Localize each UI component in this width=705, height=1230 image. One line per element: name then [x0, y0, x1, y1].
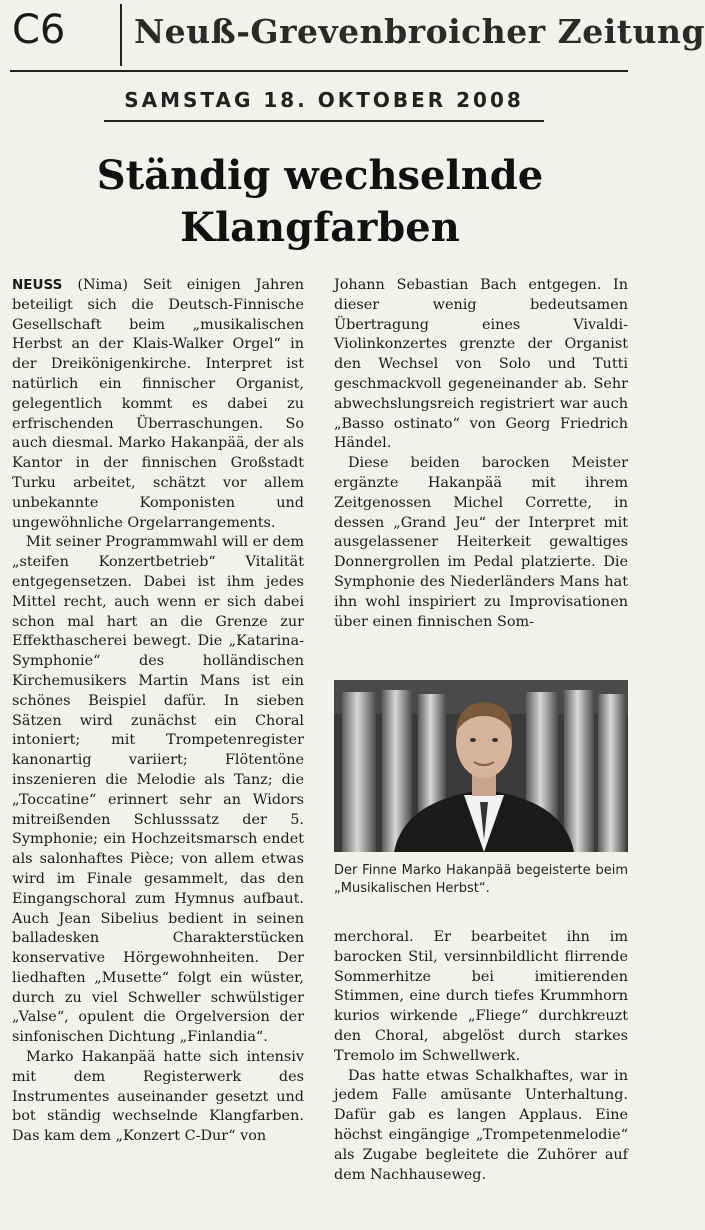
issue-date: SAMSTAG 18. OKTOBER 2008	[104, 80, 544, 122]
article-paragraph: Mit seiner Programmwahl will er dem „steifen Konzertbetrieb“ Vitalität entgegensetzen. Dabei ist ihm jedes Mittel recht, auch wenn er sich dabei schon mal hart an die Grenze zur Effekthascherei bewegt. Die „Katarina-Symphonie“ des holländischen Kirchemusikers Martin Mans ist ein schönes Beispiel dafür. In sieben Sätzen wird zunächst ein Choral intoniert; mit Trompetenregister kanonartig variiert; Flötentöne inszenieren die Melodie als Tanz; die „Toccatine“ erinnert sehr an Widors mitreißenden Schlusssatz der 5. Symphonie; ein Hochzeitsmarsch endet als salonhaftes Pièce; von allem etwas wird im Finale gesammelt, das den Eingangschoral zum Hymnus aufbaut. Auch Jean Sibelius bedient in seinen balladesken Charakterstücken konservative Hörgewohnheiten. Der liedhaften „Musette“ folgt ein wüster, durch zu viel Schweller schwülstiger „Valse“, opulent die Orgelversion der sinfonischen Dichtung „Finlandia“.	[12, 534, 305, 1046]
article-paragraph	[12, 276, 304, 533]
masthead-divider	[120, 4, 122, 66]
article-paragraph-text: (Nima) Seit einigen Jahren beteiligt sich die Deutsch-Finnische Gesellschaft beim „musikalischen Herbst an der Klais-Walker Orgel“ in der Dreikönigenkirche. Interpret ist natürlich ein finnischer Organist, gelegentlich kommt es dabei zu erfrischenden Überraschungen. So auch diesmal. Marko Hakanpää, der als Kantor in der finnischen Großstadt Turku arbeitet, schätzt vor allem unbekannte Komponisten und ungewöhnliche Orgelarrangements.	[12, 277, 304, 531]
article-column-right-top	[334, 276, 628, 632]
article-headline: Ständig wechselnde Klangfarben	[96, 152, 544, 251]
article-paragraph: Das hatte etwas Schalkhaftes, war in jedem Falle amüsante Unterhaltung. Dafür gab es langen Applaus. Eine höchst eingängige „Trompetenmelodie“ als Zugabe begleitete die Zuhörer auf dem Nachhauseweg.	[334, 1067, 628, 1183]
masthead	[0, 0, 705, 72]
article-dateline: NEUSS	[12, 277, 63, 293]
article-paragraph: Marko Hakanpää hatte sich intensiv mit dem Registerwerk des Instrumentes auseinander gesetzt und bot ständig wechselnde Klangfarben. Das kam dem „Konzert C-Dur“ von	[12, 1049, 304, 1145]
article-paragraph: Diese beiden barocken Meister ergänzte Hakanpää mit ihrem Zeitgenossen Michel Corrette, in dessen „Grand Jeu“ der Interpret mit ausgelassener Heiterkeit gewaltiges Donnergrollen im Pedal platzierte. Die Symphonie des Niederländers Mans hat ihn wohl inspiriert zu Improvisationen über einen finnischen Som-	[334, 455, 628, 630]
article-column-right-bottom	[334, 928, 628, 1185]
page-number: C6	[12, 7, 66, 53]
article-column-left	[12, 276, 304, 1147]
article-paragraph: merchoral. Er bearbeitet ihn im barocken Stil, versinnbildlicht flirrende Sommerhitze bei imitierenden Stimmen, eine durch tiefes Krummhorn kurios wirkende „Fliege“ durchkreuzt den Choral, abgelöst durch starkes Tremolo im Schwellwerk.	[334, 929, 628, 1064]
organist-portrait-illustration	[334, 680, 628, 852]
article-paragraph: Johann Sebastian Bach entgegen. In dieser wenig bedeutsamen Übertragung eines Vivaldi-Violinkonzertes grenzte der Organist den Wechsel von Solo und Tutti geschmackvoll gegeneinander ab. Sehr abwechslungsreich registriert war auch „Basso ostinato“ von Georg Friedrich Händel.	[334, 277, 628, 452]
newspaper-name: Neuß-Grevenbroicher Zeitung	[134, 12, 705, 51]
masthead-rule	[10, 70, 628, 72]
organist-photo	[334, 680, 628, 852]
photo-caption: Der Finne Marko Hakanpää begeisterte beim „Musikalischen Herbst“.	[334, 863, 628, 896]
